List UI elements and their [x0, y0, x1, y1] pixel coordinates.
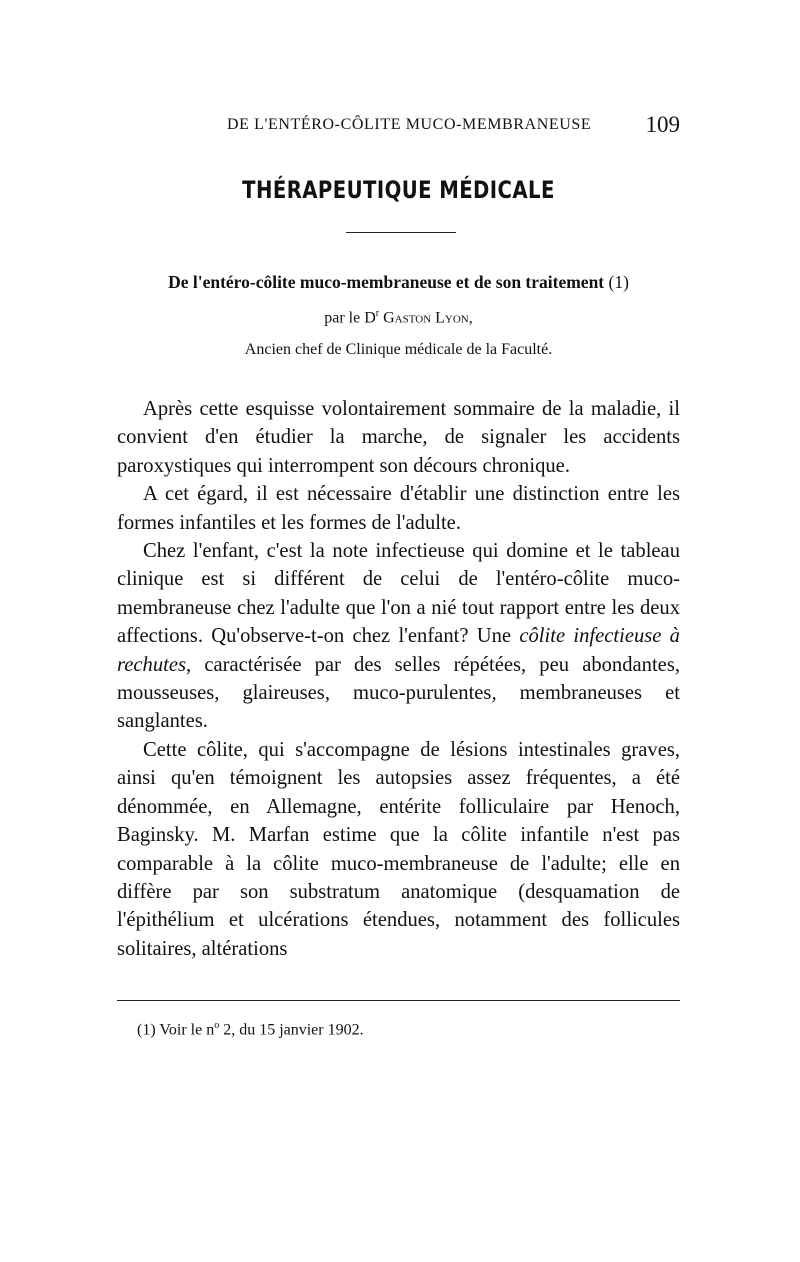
running-head: [117, 112, 680, 142]
paragraph-3-part-b: , caractérisée par des selles répétées, peu abondantes, mousseuses, glaireuses, muco-purulentes, membraneuses et sanglantes.: [117, 653, 680, 733]
author-affiliation: Ancien chef de Clinique médicale de la Faculté.: [244, 341, 553, 358]
title-divider: [346, 232, 456, 233]
byline-prefix: par le D: [324, 309, 376, 327]
paragraph-3-italic: côlite infectieuse à rechutes: [117, 625, 680, 676]
page-number: 109: [645, 112, 680, 137]
footnote-divider: [117, 1000, 680, 1001]
article-title-note-marker: (1): [608, 272, 629, 292]
footnote-marker: (1): [137, 1021, 156, 1039]
byline-superscript: r: [375, 308, 380, 319]
byline: [117, 308, 680, 327]
paragraph-1: Après cette esquisse volontairement sommaire de la maladie, il convient d'en étudier la marche, de signaler les accidents paroxystiques qui interrompent son décours chronique.: [117, 398, 680, 477]
paragraph-4: Cette côlite, qui s'accompagne de lésions intestinales graves, ainsi qu'en témoignent les autopsies assez fréquentes, a été dénommée, en Allemagne, entérite folliculaire par Henoch, Baginsky. M. Marfan estime que la côlite infantile n'est pas comparable à la côlite muco-membraneuse de l'adulte; elle en diffère par son substratum anatomique (desquamation de l'épithélium et ulcérations étendues, notamment des follicules solitaires, altérations: [117, 738, 680, 960]
paragraph-2: A cet égard, il est nécessaire d'établir une distinction entre les formes infantiles et les formes de l'adulte.: [117, 483, 680, 534]
body-text: [117, 395, 680, 963]
article-title-text: De l'entéro-côlite muco-membraneuse et de son traitement: [168, 272, 605, 292]
paragraph-3-part-a: Chez l'enfant, c'est la note infectieuse qui domine et le tableau clinique est si différent de celui de l'entéro-côlite muco-membraneuse chez l'adulte que l'on a nié tout rapport entre les deux affections. Qu'observe-t-on chez l'enfant? Une: [117, 540, 680, 648]
article-title: [117, 272, 680, 293]
footnote-text-prefix: Voir le n: [159, 1021, 215, 1039]
byline-author: Gaston Lyon,: [383, 309, 473, 327]
footnote-text-suffix: 2, du 15 janvier 1902.: [223, 1021, 364, 1039]
footnote: [137, 1020, 364, 1039]
footnote-superscript: o: [214, 1020, 220, 1031]
section-title: THÉRAPEUTIQUE MÉDICALE: [242, 176, 555, 204]
paragraph-3: [117, 537, 680, 736]
running-title: DE L'ENTÉRO-CÔLITE MUCO-MEMBRANEUSE: [227, 116, 592, 133]
document-page: [117, 0, 680, 1262]
